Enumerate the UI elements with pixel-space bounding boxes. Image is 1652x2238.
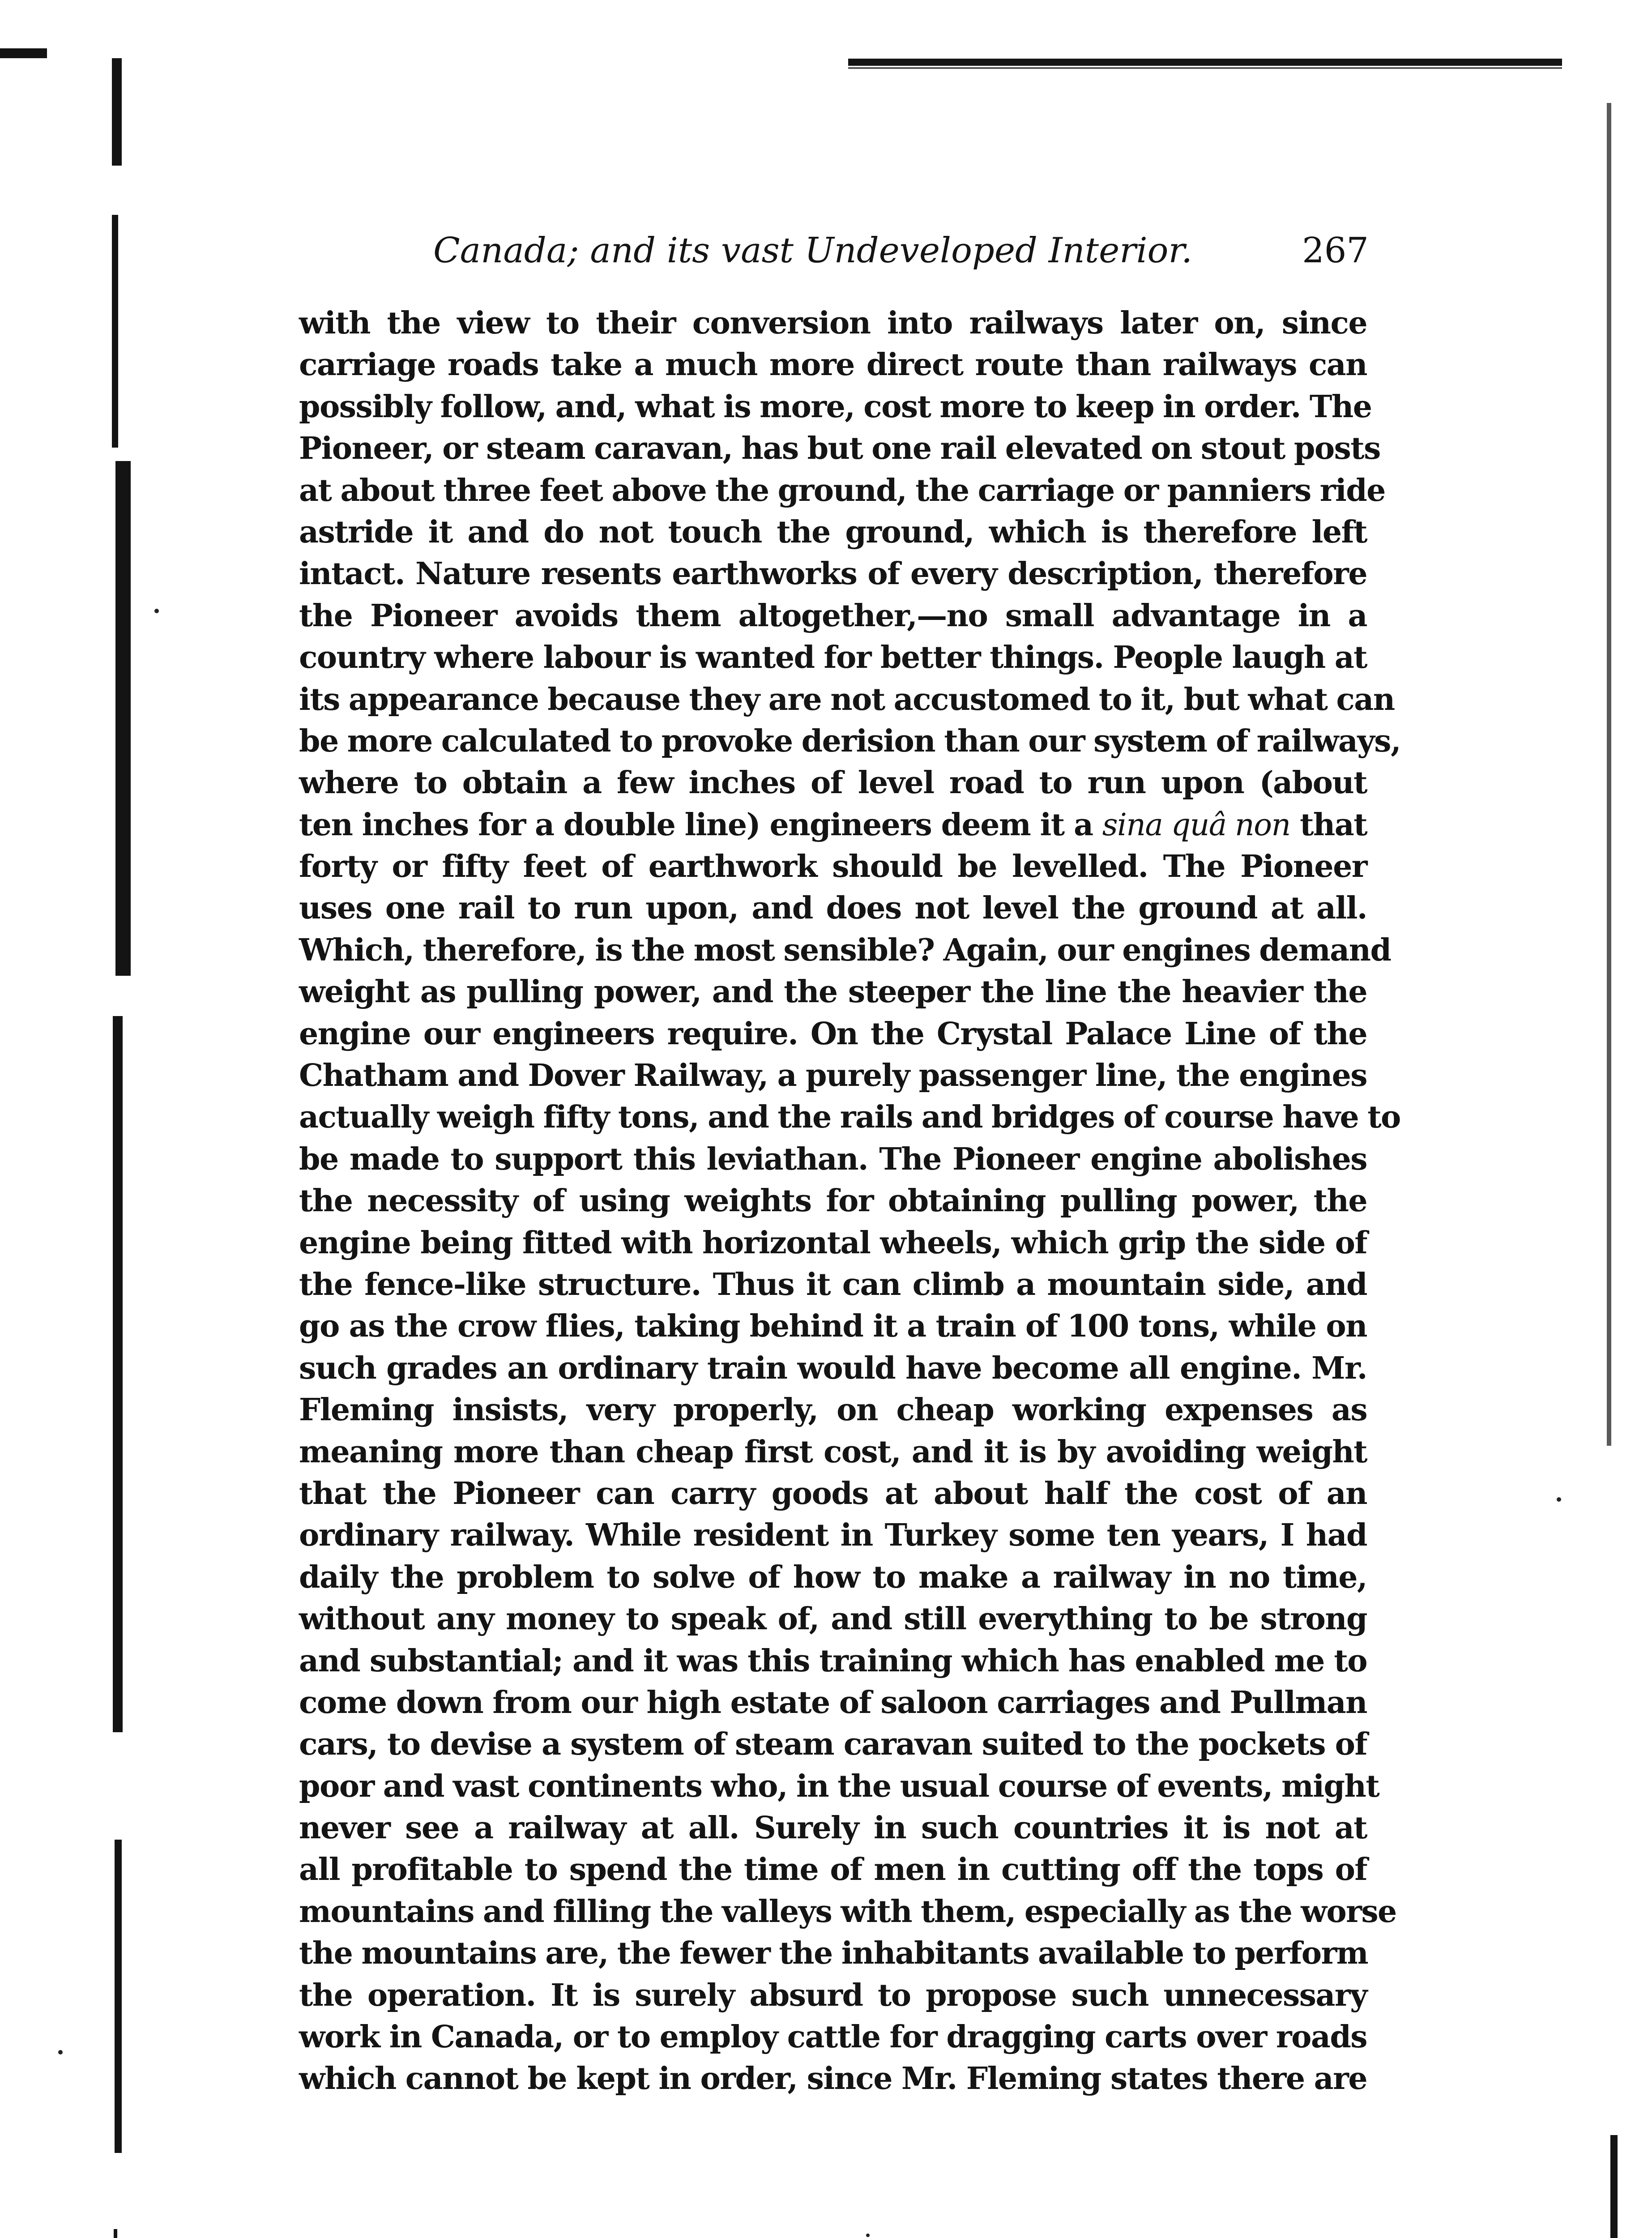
gutter-shadow [115, 1840, 122, 2153]
text-line: without any money to speak of, and still everything to be strong [299, 1601, 1367, 1637]
text-line: never see a railway at all. Surely in such countries it is not at [299, 1810, 1367, 1846]
text-line: Which, therefore, is the most sensible? Again, our engines demand [299, 932, 1391, 968]
scan-speck [1557, 1497, 1561, 1502]
text-line: possibly follow, and, what is more, cost more to keep in order. The [299, 389, 1372, 425]
text-line: engine being fitted with horizontal wheels, which grip the side of [299, 1225, 1367, 1261]
text-line: go as the crow flies, taking behind it a train of 100 tons, while on [299, 1308, 1367, 1345]
running-title: Canada; and its vast Undeveloped Interior. [433, 231, 1193, 271]
scan-speck [154, 609, 159, 613]
scan-edge-mark [0, 48, 47, 58]
text-line: with the view to their conversion into railways later on, since [299, 305, 1367, 341]
latin-phrase: sina quâ non [1102, 807, 1290, 843]
right-edge-shadow [1607, 103, 1611, 1446]
text-line: uses one rail to run upon, and does not level the ground at all. [299, 890, 1367, 927]
text-line: meaning more than cheap first cost, and it is by avoiding weight [299, 1434, 1367, 1470]
text-line: the operation. It is surely absurd to propose such unnecessary [299, 1977, 1367, 2013]
scan-top-rule [848, 59, 1562, 66]
text-line: weight as pulling power, and the steeper the line the heavier the [299, 974, 1367, 1010]
text-line: all profitable to spend the time of men in cutting off the tops of [299, 1852, 1367, 1888]
text-line: Chatham and Dover Railway, a purely passenger line, the engines [299, 1058, 1367, 1094]
gutter-shadow [113, 1016, 123, 1732]
text-line: be more calculated to provoke derision than our system of railways, [299, 723, 1401, 759]
text-line: actually weigh fifty tons, and the rails and bridges of course have to [299, 1099, 1400, 1136]
text-line: Pioneer, or steam caravan, has but one rail elevated on stout posts [299, 431, 1380, 467]
text-line: intact. Nature resents earthworks of every description, therefore [299, 556, 1367, 592]
text-line: daily the problem to solve of how to make a railway in no time, [299, 1559, 1367, 1595]
scan-speck [866, 2234, 870, 2237]
text-segment: that [1290, 807, 1367, 843]
text-line-with-latin-phrase [299, 804, 1367, 846]
text-line: poor and vast continents who, in the usual course of events, might [299, 1768, 1379, 1804]
text-line: be made to support this leviathan. The Pioneer engine abolishes [299, 1141, 1367, 1177]
gutter-shadow [112, 215, 118, 448]
right-edge-shadow [1610, 2135, 1618, 2238]
gutter-shadow [112, 58, 122, 166]
text-line: mountains and filling the valleys with them, especially as the worse [299, 1893, 1396, 1930]
text-segment: ten inches for a double line) engineers deem it a [299, 807, 1102, 843]
text-line: carriage roads take a much more direct route than railways can [299, 347, 1367, 383]
running-header [433, 226, 1369, 275]
gutter-shadow [114, 2229, 117, 2238]
scan-speck [58, 2050, 63, 2054]
scan-top-rule-shadow [848, 67, 1562, 69]
text-line: engine our engineers require. On the Crystal Palace Line of the [299, 1016, 1367, 1052]
text-line: Fleming insists, very properly, on cheap working expenses as [299, 1392, 1367, 1428]
text-line: cars, to devise a system of steam caravan suited to the pockets of [299, 1726, 1367, 1763]
page-number: 267 [1302, 231, 1369, 271]
text-line: which cannot be kept in order, since Mr. Fleming states there are [299, 2061, 1367, 2097]
text-line: at about three feet above the ground, the carriage or panniers ride [299, 472, 1385, 508]
text-line: and substantial; and it was this training which has enabled me to [299, 1643, 1367, 1679]
text-line: ordinary railway. While resident in Turkey some ten years, I had [299, 1517, 1367, 1554]
text-line: where to obtain a few inches of level road to run upon (about [299, 765, 1367, 801]
text-line: that the Pioneer can carry goods at about half the cost of an [299, 1475, 1367, 1512]
body-paragraph [299, 303, 1401, 2100]
text-line: come down from our high estate of saloon carriages and Pullman [299, 1684, 1367, 1721]
text-line: astride it and do not touch the ground, which is therefore left [299, 514, 1367, 550]
gutter-shadow [115, 461, 131, 976]
text-line: the Pioneer avoids them altogether,—no small advantage in a [299, 598, 1367, 634]
text-line: forty or fifty feet of earthwork should be levelled. The Pioneer [299, 849, 1367, 885]
text-line: country where labour is wanted for better things. People laugh at [299, 640, 1367, 676]
text-line: the fence-like structure. Thus it can climb a mountain side, and [299, 1266, 1367, 1303]
text-line: the mountains are, the fewer the inhabitants available to perform [299, 1935, 1368, 1972]
text-line: such grades an ordinary train would have become all engine. Mr. [299, 1350, 1367, 1386]
text-line: work in Canada, or to employ cattle for dragging carts over roads [299, 2019, 1367, 2055]
text-line: its appearance because they are not accustomed to it, but what can [299, 681, 1395, 718]
text-line: the necessity of using weights for obtaining pulling power, the [299, 1183, 1367, 1219]
